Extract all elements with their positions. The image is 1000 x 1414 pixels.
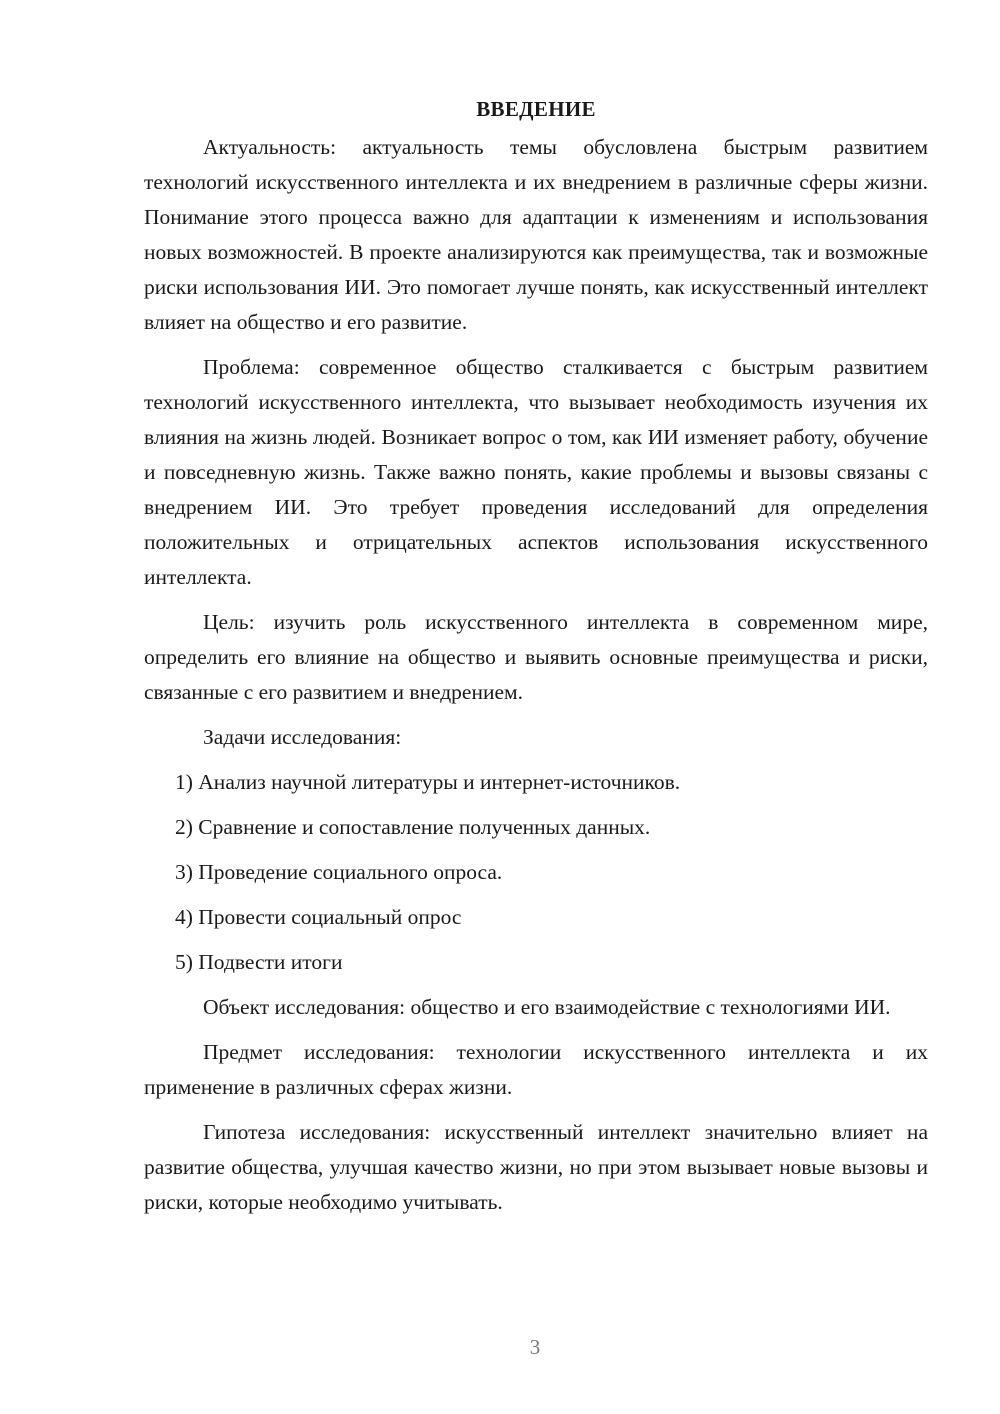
task-item: 4) Провести социальный опрос — [175, 905, 462, 929]
task-item: 1) Анализ научной литературы и интернет-источников. — [175, 770, 681, 794]
tasks-title: Задачи исследования: — [203, 725, 402, 749]
problem-paragraph: Проблема: современное общество сталкивается с быстрым развитием технологий искусственного интеллекта, что вызывает необходимость изучения их влияния на жизнь людей. Возникает вопрос о том, как ИИ изменяет работу, обучение и повседневную жизнь. Также важно понять, какие проблемы и вызовы связаны с внедрением ИИ. Это требует проведения исследований для определения положительных и отрицательных аспектов использования искусственного интеллекта. — [144, 355, 928, 589]
page-content — [144, 92, 928, 1230]
hypothesis-paragraph: Гипотеза исследования: искусственный интеллект значительно влияет на развитие общества, улучшая качество жизни, но при этом вызывает новые вызовы и риски, которые необходимо учитывать. — [144, 1120, 928, 1214]
task-item: 3) Проведение социального опроса. — [175, 860, 503, 884]
object-paragraph: Объект исследования: общество и его взаимодействие с технологиями ИИ. — [203, 995, 891, 1019]
subject-paragraph: Предмет исследования: технологии искусственного интеллекта и их применение в различных сферах жизни. — [144, 1040, 928, 1099]
section-heading: ВВЕДЕНИЕ — [476, 97, 596, 121]
task-item: 2) Сравнение и сопоставление полученных данных. — [175, 815, 651, 839]
goal-paragraph: Цель: изучить роль искусственного интеллекта в современном мире, определить его влияние на общество и выявить основные преимущества и риски, связанные с его развитием и внедрением. — [144, 610, 928, 704]
task-item: 5) Подвести итоги — [175, 950, 343, 974]
relevance-paragraph: Актуальность: актуальность темы обусловлена быстрым развитием технологий искусственного интеллекта и их внедрением в различные сферы жизни. Понимание этого процесса важно для адаптации к изменениям и использования новых возможностей. В проекте анализируются как преимущества, так и возможные риски использования ИИ. Это помогает лучше понять, как искусственный интеллект влияет на общество и его развитие. — [144, 135, 928, 334]
page-number: 3 — [529, 1335, 541, 1359]
tasks-list — [144, 765, 928, 980]
